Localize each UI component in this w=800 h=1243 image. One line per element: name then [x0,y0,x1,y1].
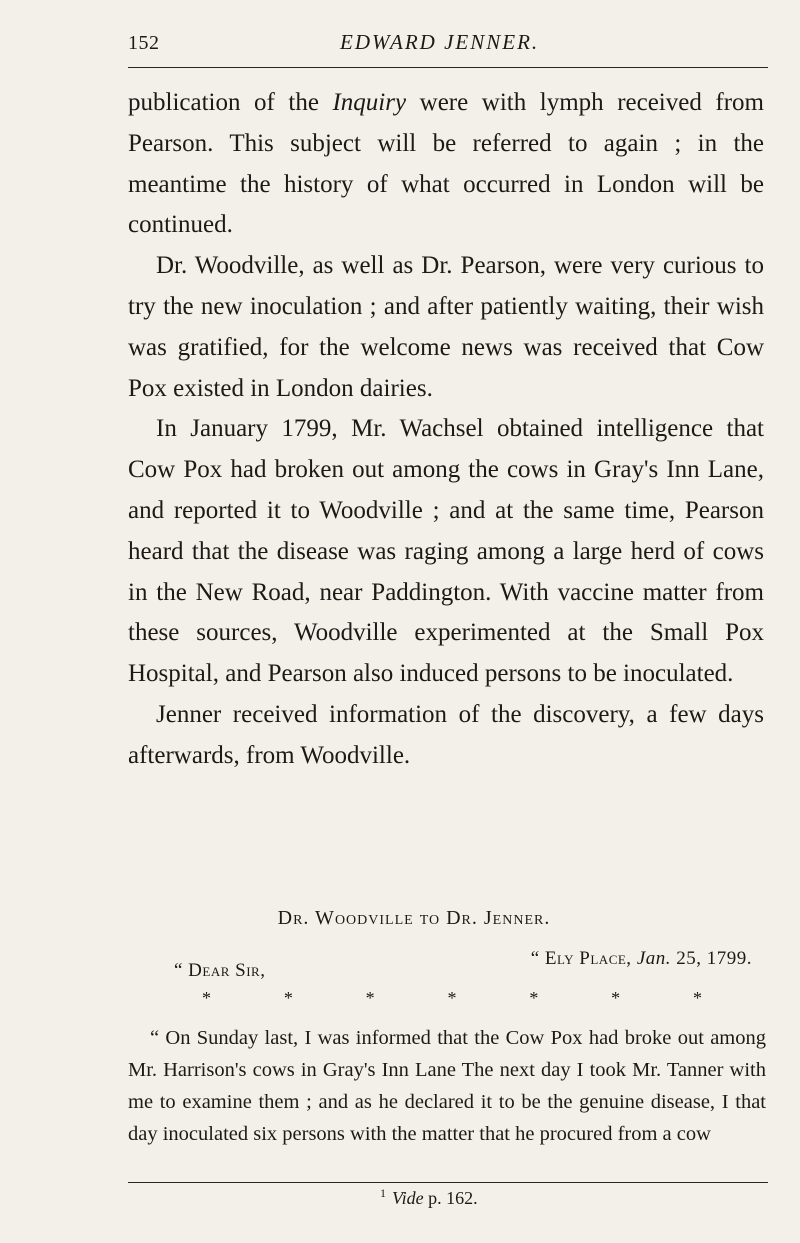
asterisk: * [202,988,211,1008]
asterisk: * [529,988,539,1008]
asterisk: * [283,988,293,1008]
footnote-rule [128,1182,768,1183]
footnote [380,1186,478,1209]
letter-paragraph: “ On Sunday last, I was informed that the Cow Pox had broke out among Mr. Harrison's cows in Gray's Inn Lane The next day I took Mr. Tanner with me to examine them ; and as he declared it to be the genuine disease, I that day inoculated six persons with the matter that he procured from a cow [128,1027,766,1145]
paragraph-1 [128,83,764,246]
paragraph-4: Jenner received information of the discovery, a few days afterwards, from Woodville. [128,700,764,769]
ellipsis-asterisks [202,988,702,1009]
letter-month: Jan. [636,948,671,969]
letter-place-date [531,948,752,970]
footnote-marker: 1 [380,1186,386,1200]
page-number: 152 [128,32,160,54]
header-rule [128,67,768,68]
footnote-reference: p. 162. [428,1188,478,1208]
running-title: EDWARD JENNER. [340,30,540,54]
letter-body [128,1022,766,1150]
asterisk: * [365,988,375,1008]
asterisk: * [447,988,457,1008]
paragraph-2: Dr. Woodville, as well as Dr. Pearson, were very curious to try the new inoculation ; and after patiently waiting, their wish was gratified, for the welcome news was received that Cow Pox existed in London dairies. [128,252,764,402]
letter-heading: Dr. Woodville to Dr. Jenner. [277,907,551,929]
inquiry-title: Inquiry [332,89,407,116]
asterisk: * [692,988,702,1008]
paragraph-1-rest: were with lymph received from Pearson. This subject will be referred to again ; in the meantime the history of what occurred in London will be continued. [128,89,764,239]
letter-date: 25, 1799. [676,948,752,969]
main-text [128,83,764,777]
footnote-vide: Vide [392,1188,424,1208]
letter-place: “ Ely Place, [530,948,632,969]
page-header [0,22,800,62]
paragraph-3: In January 1799, Mr. Wachsel obtained intelligence that Cow Pox had broken out among the cows in Gray's Inn Lane, and reported it to Woodville ; and at the same time, Pearson heard that the disease was raging among a large herd of cows in the New Road, near Paddington. With vaccine matter from these sources, Woodville experimented at the Small Pox Hospital, and Pearson also induced persons to be inoculated. [128,415,764,688]
letter-salutation: “ Dear Sir, [174,960,266,981]
paragraph-1-start: publication of the [128,89,333,116]
asterisk: * [611,988,621,1008]
